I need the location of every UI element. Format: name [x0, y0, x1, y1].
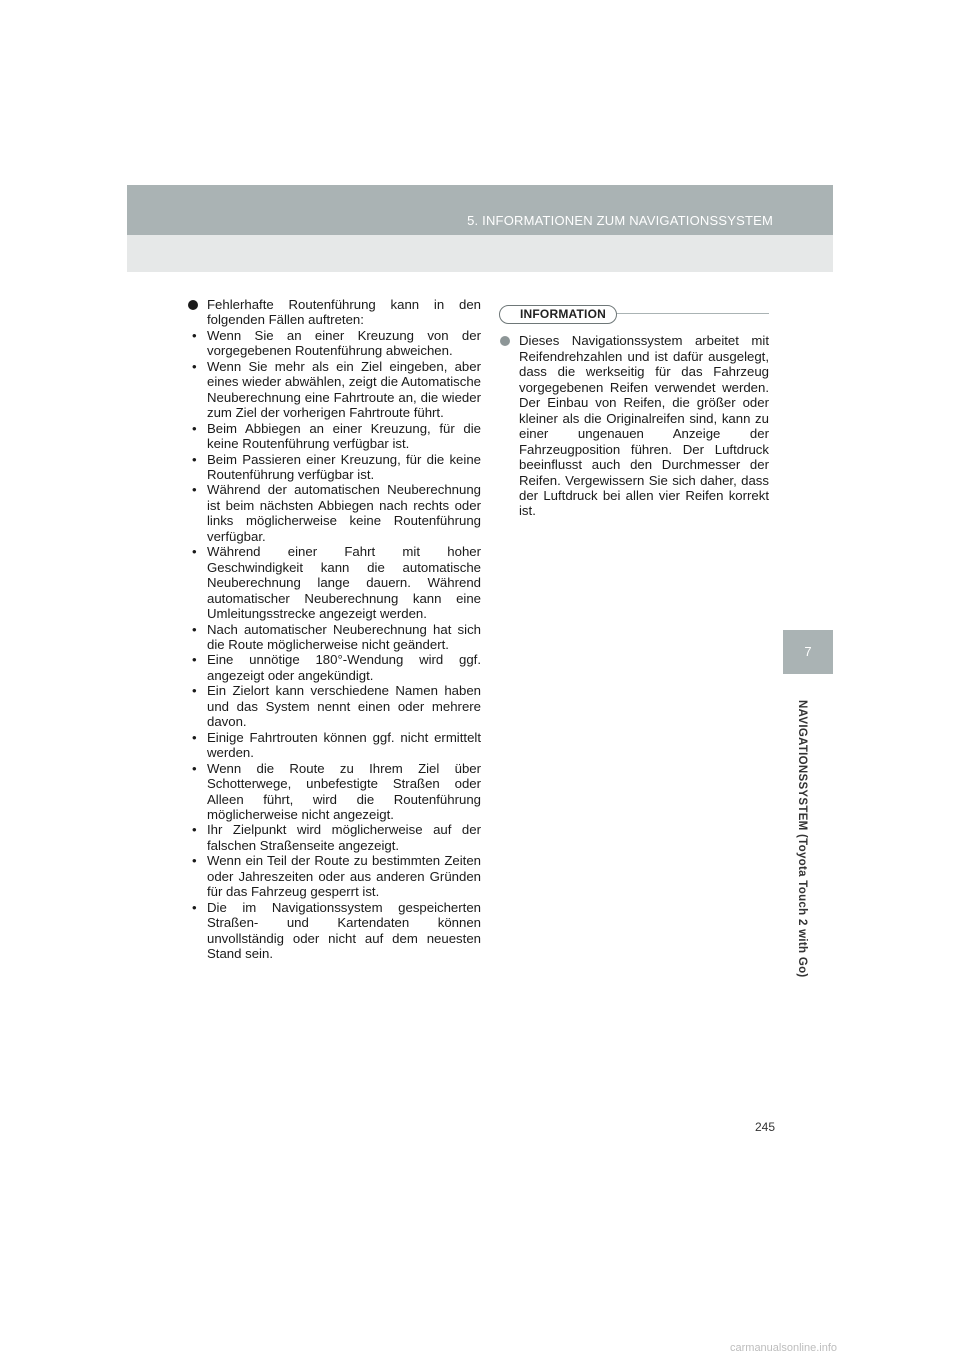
section-title: 5. INFORMATIONEN ZUM NAVIGATIONSSYSTEM: [467, 213, 773, 228]
list-item: • Ihr Zielpunkt wird möglicherweise auf der falschen Straßenseite angezeigt.: [187, 822, 481, 853]
list-item: • Wenn Sie mehr als ein Ziel eingeben, aber eines wieder abwählen, zeigt die Automatische Neuberechnung eine Fahrtroute an, die wieder zum Ziel der vorherigen Fahrtroute führt.: [187, 359, 481, 421]
list-item: • Wenn die Route zu Ihrem Ziel über Schotterwege, unbefestigte Straßen oder Alleen führt, wird die Routenführung möglicherweise nicht angezeigt.: [187, 761, 481, 823]
list-item: • Wenn ein Teil der Route zu bestimmten Zeiten oder Jahreszeiten oder aus anderen Gründen für das Fahrzeug gesperrt ist.: [187, 853, 481, 899]
bullet-dot-icon: [500, 336, 510, 346]
header-sub-band: [127, 235, 833, 272]
sub-list: [187, 328, 481, 962]
bullet-dot-icon: [188, 300, 198, 310]
list-item: • Während einer Fahrt mit hoher Geschwindigkeit kann die automatische Neuberechnung lange dauern. Während automatischer Neuberechnung kann eine Umleitungsstrecke angezeigt werden.: [187, 544, 481, 621]
chapter-number: 7: [804, 644, 812, 659]
list-item: • Beim Passieren einer Kreuzung, für die keine Routenführung verfügbar ist.: [187, 452, 481, 483]
list-item: • Die im Navigationssystem gespeicherten Straßen- und Kartendaten können unvollständig oder nicht auf dem neuesten Stand sein.: [187, 900, 481, 962]
list-item: • Ein Zielort kann verschiedene Namen haben und das System nennt einen oder mehrere davon.: [187, 683, 481, 729]
list-item: • Während der automatischen Neuberechnung ist beim nächsten Abbiegen nach rechts oder links möglicherweise keine Routenführung verfügbar.: [187, 482, 481, 544]
list-item: • Einige Fahrtrouten können ggf. nicht ermittelt werden.: [187, 730, 481, 761]
information-badge: INFORMATION: [499, 305, 617, 324]
information-text: [499, 333, 769, 518]
list-item: • Nach automatischer Neuberechnung hat sich die Route möglicherweise nicht geändert.: [187, 622, 481, 653]
list-item: • Beim Abbiegen an einer Kreuzung, für die keine Routenführung verfügbar ist.: [187, 421, 481, 452]
page-number: 245: [754, 1120, 775, 1134]
info-body: Dieses Navigationssystem arbeitet mit Reifendrehzahlen und ist dafür ausgelegt, dass die werkseitig für das Fahrzeug vorgegebenen Reifen verwendet werden. Der Einbau von Reifen, die größer oder kleiner als die Originalreifen sind, kann zu einer ungenauen Anzeige der Fahrzeugposition führen. Der Luftdruck beeinflusst auch den Durchmesser der Reifen. Vergewissern Sie sich daher, dass der Luftdruck bei allen vier Reifen korrekt ist.: [519, 333, 769, 519]
chapter-label: NAVIGATIONSSYSTEM (Toyota Touch 2 with Go): [796, 700, 808, 978]
list-item: • Wenn Sie an einer Kreuzung von der vorgegebenen Routenführung abweichen.: [187, 328, 481, 359]
header-band: [127, 185, 833, 235]
main-column: [187, 297, 481, 961]
list-item: • Eine unnötige 180°-Wendung wird ggf. angezeigt oder angekündigt.: [187, 652, 481, 683]
chapter-tab: [783, 630, 833, 674]
watermark: carmanualsonline.info: [730, 1342, 838, 1354]
information-box: [499, 305, 769, 519]
main-intro: Fehlerhafte Routenführung kann in den folgenden Fällen auftreten:: [207, 297, 481, 328]
main-bullet: [187, 297, 481, 328]
